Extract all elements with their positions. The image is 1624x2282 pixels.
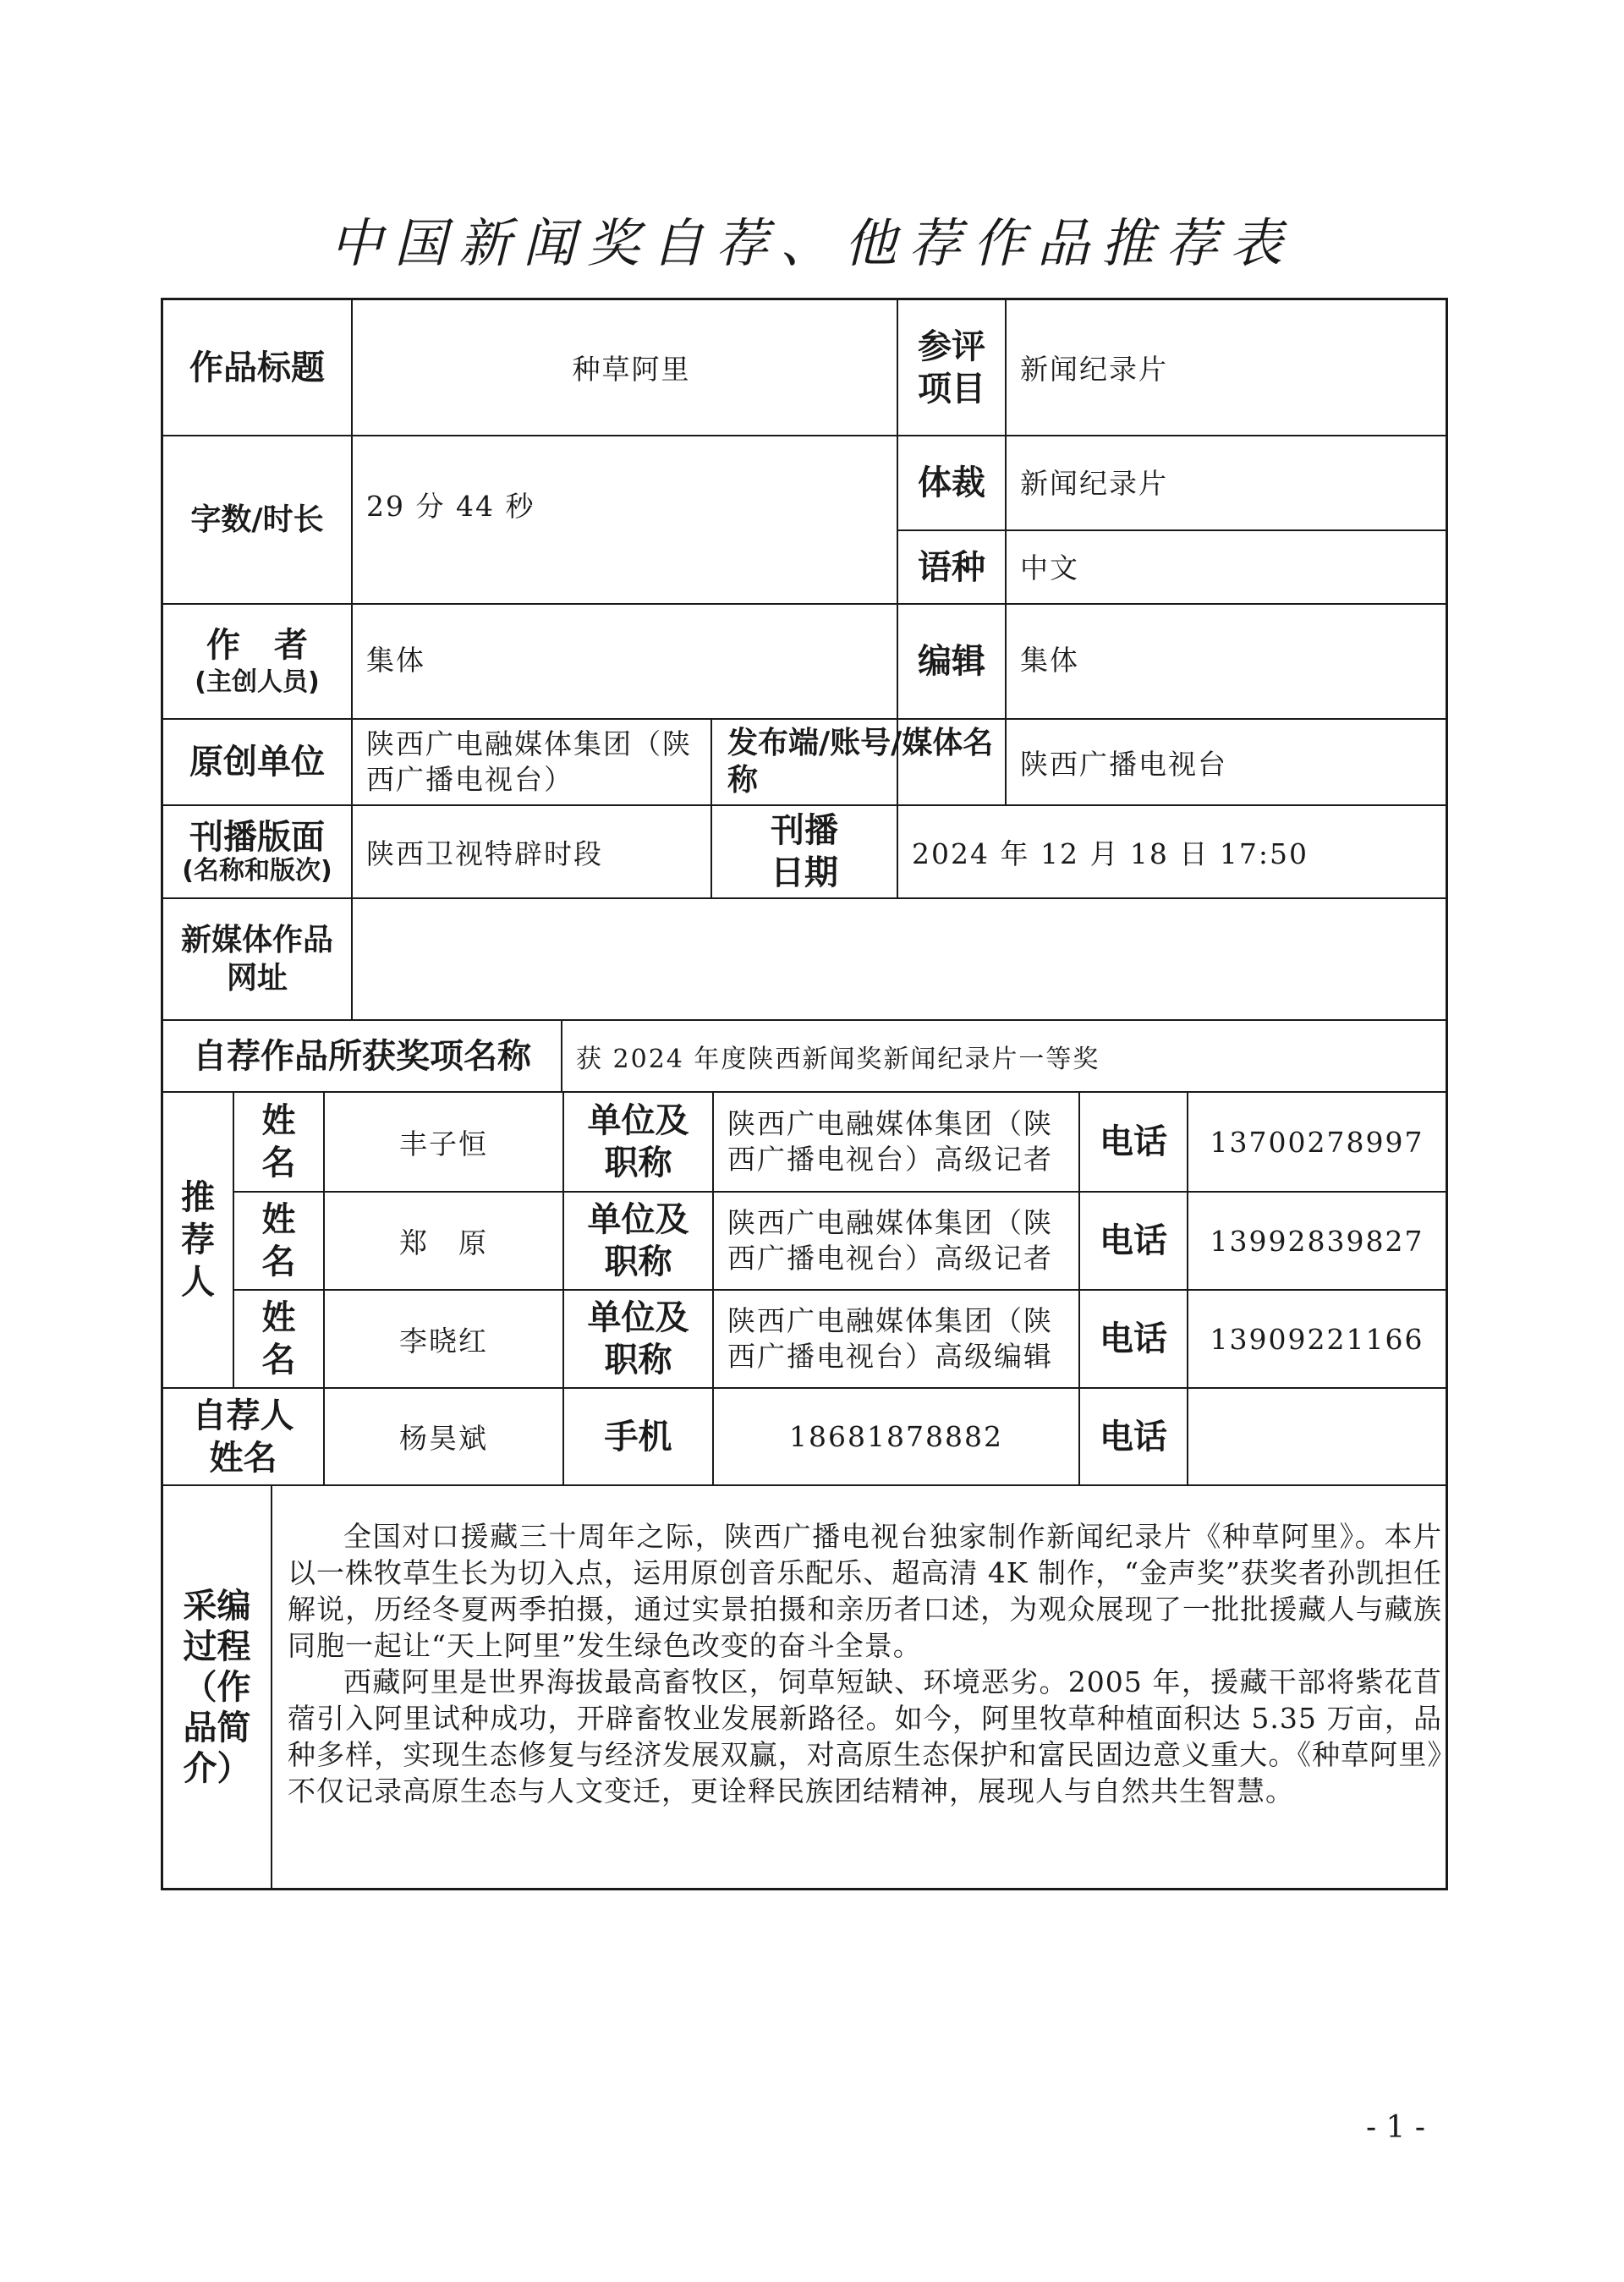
label-orig-unit: 原创单位 <box>189 743 325 782</box>
value-orig-unit: 陕西广电融媒体集团（陕西广播电视台） <box>366 727 692 796</box>
value-rec2-name: 郑 原 <box>399 1226 488 1259</box>
value-self-rec-name: 杨昊斌 <box>399 1422 488 1455</box>
value-rec1-unit: 陕西广电融媒体集团（陕西广播电视台）高级记者 <box>727 1107 1053 1176</box>
value-award-name: 获 2024 年度陕西新闻奖新闻纪录片一等奖 <box>576 1044 1100 1074</box>
label-rec1-unit: 单位及职称 <box>587 1101 689 1182</box>
label-self-rec-name: 自荐人姓名 <box>192 1396 294 1478</box>
label-work-title: 作品标题 <box>189 348 325 387</box>
process-paragraph: 西藏阿里是世界海拔最高畜牧区，饲草短缺、环境恶劣。2005 年，援藏干部将紫花苜蓿引入阿里试种成功，开辟畜牧业发展新路径。如今，阿里牧草种植面积达 5.35 万亩，品种多样，实现生态修复与经济发展双赢，对高原生态保护和富民固边意义重大。《种草阿里》不仅记录高原生态与人文变迁，更诠释民族团结精神，展现人与自然共生智慧。 <box>288 1665 1442 1807</box>
value-work-title: 种草阿里 <box>572 353 691 386</box>
value-category: 新闻纪录片 <box>1020 353 1168 386</box>
label-process: 采编过程（作品简介） <box>183 1586 251 1788</box>
value-genre: 新闻纪录片 <box>1020 467 1168 500</box>
value-author: 集体 <box>366 644 425 677</box>
value-rec2-phone: 13992839827 <box>1210 1224 1424 1258</box>
label-broadcast-section <box>163 806 351 897</box>
label-award-name: 自荐作品所获奖项名称 <box>193 1036 531 1076</box>
value-rec3-phone: 13909221166 <box>1210 1322 1424 1356</box>
label-rec1-phone: 电话 <box>1100 1122 1167 1161</box>
label-genre: 体裁 <box>918 464 985 502</box>
label-rec2-unit: 单位及职称 <box>587 1200 689 1281</box>
value-self-rec-phone <box>1188 1389 1446 1484</box>
form-title: 中国新闻奖自荐、他荐作品推荐表 <box>329 212 1294 274</box>
label-editor: 编辑 <box>918 642 985 681</box>
label-broadcast-section-sub: (名称和版次) <box>182 855 332 886</box>
label-broadcast-section-main: 刊播版面 <box>189 817 325 857</box>
value-language: 中文 <box>1020 551 1079 584</box>
value-publish-end: 陕西广播电视台 <box>1020 747 1227 781</box>
process-paragraph: 全国对口援藏三十周年之际，陕西广播电视台独家制作新闻纪录片《种草阿里》。本片以一株牧草生长为切入点，运用原创音乐配乐、超高清 4K 制作，“金声奖”获奖者孙凯担任解说，历经冬夏两季拍摄，通过实景拍摄和亲历者口述，为观众展现了一批批援藏人与藏族同胞一起让“天上阿里”发生绿色改变的奋斗全景。 <box>288 1520 1442 1662</box>
label-rec1-name: 姓名 <box>261 1101 296 1182</box>
page-number: - 1 - <box>1365 2110 1426 2145</box>
label-self-rec-phone: 电话 <box>1100 1417 1167 1456</box>
label-publish-end: 发布端/账号/媒体名称 <box>727 726 994 798</box>
value-broadcast-section: 陕西卫视特辟时段 <box>366 837 603 870</box>
label-self-rec-mobile: 手机 <box>604 1417 672 1456</box>
label-author-main: 作 者 <box>206 626 308 666</box>
label-author <box>163 605 351 718</box>
value-length: 29 分 44 秒 <box>366 489 535 523</box>
label-recommender: 推荐人 <box>181 1178 215 1302</box>
label-rec3-unit: 单位及职称 <box>587 1298 689 1380</box>
label-length: 字数/时长 <box>190 502 324 537</box>
value-new-media-url <box>353 899 1446 1019</box>
label-rec3-name: 姓名 <box>261 1298 296 1380</box>
value-rec2-unit: 陕西广电融媒体集团（陕西广播电视台）高级记者 <box>727 1206 1053 1275</box>
value-rec3-name: 李晓红 <box>399 1324 488 1358</box>
label-category: 参评项目 <box>918 326 985 409</box>
label-rec2-name: 姓名 <box>261 1200 296 1281</box>
label-rec2-phone: 电话 <box>1100 1221 1167 1260</box>
value-rec1-phone: 13700278997 <box>1210 1125 1424 1159</box>
process-text <box>288 1518 1442 1809</box>
value-editor: 集体 <box>1020 644 1079 677</box>
label-broadcast-date: 刊播日期 <box>771 811 838 892</box>
value-self-rec-mobile: 18681878882 <box>789 1420 1003 1453</box>
value-rec3-unit: 陕西广电融媒体集团（陕西广播电视台）高级编辑 <box>727 1304 1053 1373</box>
value-broadcast-date: 2024 年 12 月 18 日 17:50 <box>912 837 1309 870</box>
value-rec1-name: 丰子恒 <box>399 1127 488 1160</box>
label-rec3-phone: 电话 <box>1100 1319 1167 1358</box>
label-language: 语种 <box>918 547 985 587</box>
label-author-sub: (主创人员) <box>195 667 320 698</box>
label-new-media-url: 新媒体作品网址 <box>180 923 333 996</box>
